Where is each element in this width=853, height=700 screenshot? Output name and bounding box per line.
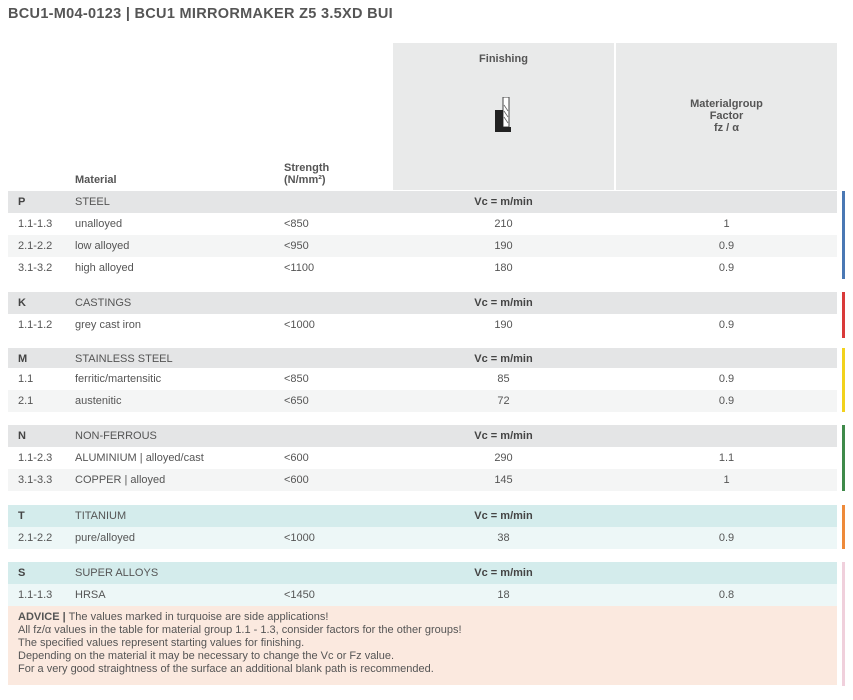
row-strength: <1000 — [284, 319, 315, 331]
row-material: low alloyed — [75, 240, 130, 252]
advice-box — [8, 606, 837, 685]
row-material: austenitic — [75, 395, 122, 407]
group-code: T — [18, 510, 25, 522]
advice-label: ADVICE | — [18, 611, 66, 623]
group-color-bar-m — [842, 348, 845, 412]
group-row-t — [8, 505, 837, 527]
group-code: P — [18, 196, 26, 208]
advice-line3: The specified values represent starting values for finishing. — [18, 637, 305, 649]
row-vc: 18 — [497, 589, 510, 601]
row-strength: <650 — [284, 395, 309, 407]
strength-label-line1: Strength — [284, 162, 330, 174]
table-row — [8, 584, 837, 606]
group-vc-unit: Vc = m/min — [474, 297, 533, 309]
table-row — [8, 390, 837, 412]
row-vc: 38 — [497, 532, 510, 544]
row-strength: <600 — [284, 452, 309, 464]
row-vc: 290 — [494, 452, 513, 464]
group-name: STEEL — [75, 196, 110, 208]
group-row-p — [8, 191, 837, 213]
group-color-bar-p — [842, 191, 845, 279]
row-material: unalloyed — [75, 218, 123, 230]
group-color-bar-n — [842, 425, 845, 491]
group-row-m — [8, 348, 837, 370]
row-strength: <1450 — [284, 589, 315, 601]
table-row — [8, 469, 837, 491]
row-factor: 0.9 — [718, 395, 735, 407]
finishing-tool-icon — [492, 97, 516, 133]
row-strength: <950 — [284, 240, 309, 252]
page-title: BCU1-M04-0123 | BCU1 MIRRORMAKER Z5 3.5XD BUI — [8, 6, 393, 22]
table-row — [8, 527, 837, 549]
row-vc: 85 — [497, 373, 510, 385]
group-vc-unit: Vc = m/min — [474, 353, 533, 365]
table-row — [8, 368, 837, 390]
row-material: pure/alloyed — [75, 532, 135, 544]
row-vc: 145 — [494, 474, 513, 486]
advice-line4: Depending on the material it may be necessary to change the Vc or Fz value. — [18, 650, 395, 662]
group-vc-unit: Vc = m/min — [474, 567, 533, 579]
group-row-s — [8, 562, 837, 584]
row-code: 2.1-2.2 — [18, 532, 53, 544]
table-row — [8, 257, 837, 279]
row-factor: 0.8 — [718, 589, 735, 601]
row-code: 2.1-2.2 — [18, 240, 53, 252]
advice-text1: The values marked in turquoise are side applications! — [68, 611, 329, 623]
row-vc: 180 — [494, 262, 513, 274]
row-code: 1.1-1.3 — [18, 218, 53, 230]
row-material: high alloyed — [75, 262, 134, 274]
row-vc: 210 — [494, 218, 513, 230]
group-color-bar-s — [842, 562, 845, 686]
group-name: TITANIUM — [75, 510, 127, 522]
row-factor: 1.1 — [718, 452, 735, 464]
advice-line2: All fz/α values in the table for material group 1.1 - 1.3, consider factors for the other groups! — [18, 624, 462, 636]
row-material: HRSA — [75, 589, 106, 601]
row-code: 1.1 — [18, 373, 34, 385]
row-factor: 1 — [723, 218, 730, 230]
row-material: COPPER | alloyed — [75, 474, 166, 486]
group-code: K — [18, 297, 26, 309]
strength-label-line2: (N/mm²) — [284, 174, 326, 186]
row-factor: 0.9 — [718, 532, 735, 544]
row-material: ferritic/martensitic — [75, 373, 162, 385]
group-vc-unit: Vc = m/min — [474, 510, 533, 522]
table-row — [8, 314, 837, 336]
row-code: 2.1 — [18, 395, 34, 407]
row-code: 1.1-1.3 — [18, 589, 53, 601]
row-strength: <850 — [284, 373, 309, 385]
group-name: STAINLESS STEEL — [75, 353, 173, 365]
group-code: N — [18, 430, 26, 442]
row-vc: 190 — [494, 240, 513, 252]
group-row-n — [8, 425, 837, 447]
factor-label — [616, 98, 837, 134]
row-strength: <600 — [284, 474, 309, 486]
row-factor: 0.9 — [718, 373, 735, 385]
strength-label — [284, 162, 329, 186]
factor-label-line1: Materialgroup — [690, 98, 763, 110]
table-row — [8, 447, 837, 469]
row-factor: 0.9 — [718, 240, 735, 252]
advice-line5: For a very good straightness of the surface an additional blank path is recommended. — [18, 663, 434, 675]
row-vc: 72 — [497, 395, 510, 407]
row-code: 3.1-3.2 — [18, 262, 53, 274]
row-strength: <1000 — [284, 532, 315, 544]
group-name: NON-FERROUS — [75, 430, 157, 442]
factor-label-line2: Factor — [709, 110, 744, 122]
group-color-bar-t — [842, 505, 845, 549]
factor-label-line3: fz / α — [713, 122, 740, 134]
group-vc-unit: Vc = m/min — [474, 430, 533, 442]
row-factor: 0.9 — [718, 262, 735, 274]
finishing-label: Finishing — [479, 53, 528, 65]
table-row — [8, 213, 837, 235]
table-row — [8, 235, 837, 257]
group-row-k — [8, 292, 837, 314]
group-code: S — [18, 567, 26, 579]
advice-line1 — [18, 611, 827, 624]
material-label: Material — [75, 174, 117, 186]
row-code: 3.1-3.3 — [18, 474, 53, 486]
row-code: 1.1-2.3 — [18, 452, 53, 464]
group-color-bar-k — [842, 292, 845, 338]
group-vc-unit: Vc = m/min — [474, 196, 533, 208]
row-factor: 0.9 — [718, 319, 735, 331]
row-material: grey cast iron — [75, 319, 142, 331]
group-code: M — [18, 353, 28, 365]
group-name: CASTINGS — [75, 297, 132, 309]
row-factor: 1 — [723, 474, 730, 486]
row-strength: <850 — [284, 218, 309, 230]
row-code: 1.1-1.2 — [18, 319, 53, 331]
row-strength: <1100 — [284, 262, 315, 274]
row-vc: 190 — [494, 319, 513, 331]
row-material: ALUMINIUM | alloyed/cast — [75, 452, 204, 464]
group-name: SUPER ALLOYS — [75, 567, 159, 579]
